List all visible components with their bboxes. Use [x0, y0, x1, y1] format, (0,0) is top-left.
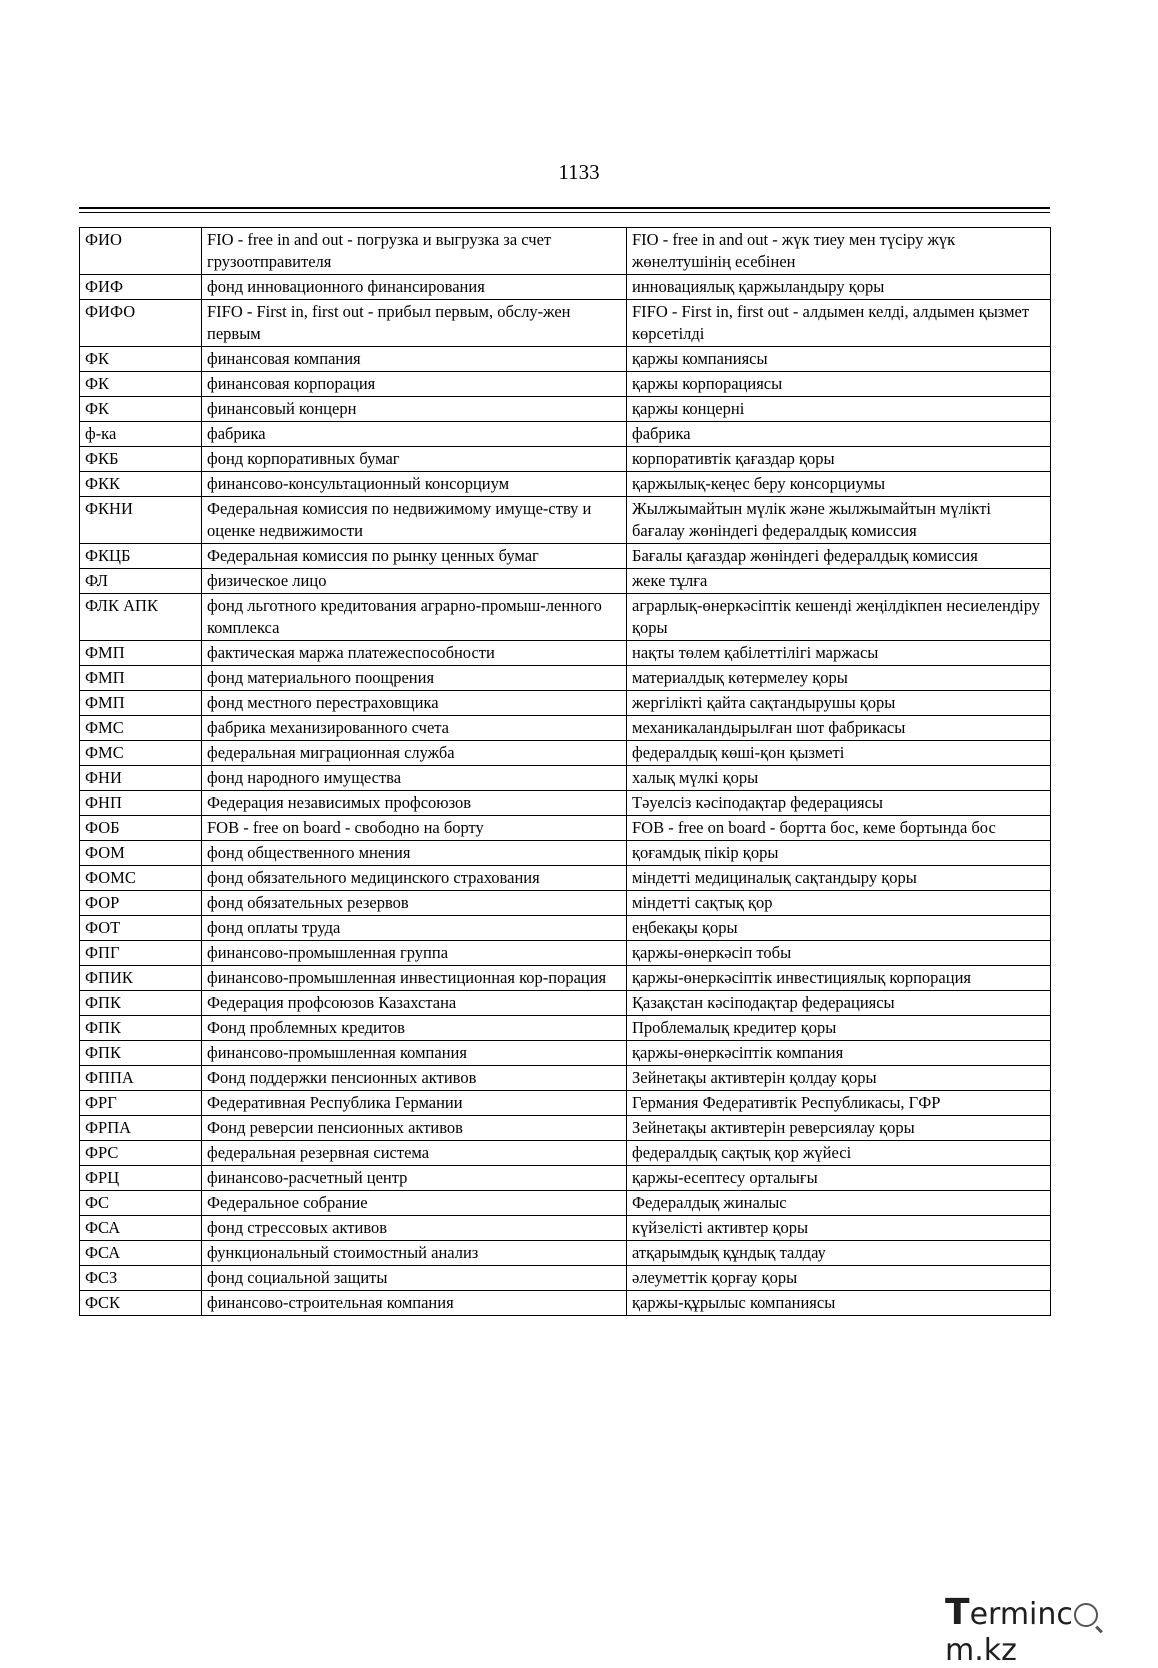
russian-cell: фонд льготного кредитования аграрно-промыш-ленного комплекса: [202, 594, 627, 641]
table-row: [80, 666, 1051, 691]
abbr-cell: ф-ка: [80, 422, 202, 447]
abbr-cell: ФОР: [80, 891, 202, 916]
abbr-cell: ФКК: [80, 472, 202, 497]
kazakh-cell: қаржы компаниясы: [627, 347, 1051, 372]
abbr-cell: ФОБ: [80, 816, 202, 841]
abbr-cell: ФПК: [80, 1041, 202, 1066]
russian-cell: финансово-промышленная группа: [202, 941, 627, 966]
table-row: [80, 347, 1051, 372]
russian-cell: фабрика: [202, 422, 627, 447]
table-row: [80, 1191, 1051, 1216]
termincom-logo: [945, 1592, 1145, 1668]
russian-cell: финансово-промышленная компания: [202, 1041, 627, 1066]
abbr-cell: ФС: [80, 1191, 202, 1216]
abbr-cell: ФМП: [80, 641, 202, 666]
table-row: [80, 447, 1051, 472]
header-rule-thin: [79, 212, 1050, 213]
abbr-cell: ФЛ: [80, 569, 202, 594]
kazakh-cell: Зейнетақы активтерін реверсиялау қоры: [627, 1116, 1051, 1141]
table-row: [80, 816, 1051, 841]
kazakh-cell: Қазақстан кәсіподақтар федерациясы: [627, 991, 1051, 1016]
abbr-cell: ФОМС: [80, 866, 202, 891]
abbr-cell: ФКЦБ: [80, 544, 202, 569]
russian-cell: финансовая корпорация: [202, 372, 627, 397]
table-row: [80, 228, 1051, 275]
russian-cell: FIO - free in and out - погрузка и выгрузка за счет грузоотправителя: [202, 228, 627, 275]
kazakh-cell: федералдық сақтық қор жүйесі: [627, 1141, 1051, 1166]
kazakh-cell: қаржылық-кеңес беру консорциумы: [627, 472, 1051, 497]
magnifier-icon: [1074, 1603, 1098, 1627]
kazakh-cell: аграрлық-өнеркәсіптік кешенді жеңілдікпен несиелендіру қоры: [627, 594, 1051, 641]
russian-cell: Федеральное собрание: [202, 1191, 627, 1216]
abbr-cell: ФРГ: [80, 1091, 202, 1116]
abbr-cell: ФМС: [80, 741, 202, 766]
kazakh-cell: Германия Федеративтік Республикасы, ГФР: [627, 1091, 1051, 1116]
table-row: [80, 1291, 1051, 1316]
kazakh-cell: Проблемалық кредитер қоры: [627, 1016, 1051, 1041]
abbr-cell: ФСК: [80, 1291, 202, 1316]
kazakh-cell: міндетті сақтық қор: [627, 891, 1051, 916]
abbr-cell: ФПГ: [80, 941, 202, 966]
russian-cell: финансовый концерн: [202, 397, 627, 422]
kazakh-cell: Бағалы қағаздар жөніндегі федералдық комиссия: [627, 544, 1051, 569]
table-row: [80, 1091, 1051, 1116]
russian-cell: Федеративная Республика Германии: [202, 1091, 627, 1116]
table-row: [80, 841, 1051, 866]
table-row: [80, 372, 1051, 397]
kazakh-cell: жеке тұлға: [627, 569, 1051, 594]
russian-cell: фонд социальной защиты: [202, 1266, 627, 1291]
abbr-cell: ФИО: [80, 228, 202, 275]
table-row: [80, 891, 1051, 916]
abbr-cell: ФКБ: [80, 447, 202, 472]
russian-cell: фактическая маржа платежеспособности: [202, 641, 627, 666]
abbr-cell: ФИФ: [80, 275, 202, 300]
kazakh-cell: FIO - free in and out - жүк тиеу мен түсіру жүк жөнелтушінің есебінен: [627, 228, 1051, 275]
kazakh-cell: корпоративтiк қағаздар қоры: [627, 447, 1051, 472]
abbr-cell: ФК: [80, 347, 202, 372]
russian-cell: фонд оплаты труда: [202, 916, 627, 941]
page-number: 1133: [558, 160, 600, 184]
table-row: [80, 1141, 1051, 1166]
table-row: [80, 594, 1051, 641]
russian-cell: фонд обязательного медицинского страхования: [202, 866, 627, 891]
abbr-cell: ФК: [80, 372, 202, 397]
table-row: [80, 1216, 1051, 1241]
kazakh-cell: материалдық көтермелеу қоры: [627, 666, 1051, 691]
russian-cell: фонд местного перестраховщика: [202, 691, 627, 716]
russian-cell: финансовая компания: [202, 347, 627, 372]
table-row: [80, 544, 1051, 569]
kazakh-cell: фабрика: [627, 422, 1051, 447]
table-row: [80, 766, 1051, 791]
table-row: [80, 472, 1051, 497]
abbr-cell: ФППА: [80, 1066, 202, 1091]
russian-cell: Федерация независимых профсоюзов: [202, 791, 627, 816]
russian-cell: финансово-консультационный консорциум: [202, 472, 627, 497]
table-row: [80, 916, 1051, 941]
abbr-cell: ФНИ: [80, 766, 202, 791]
logo-letter-t: T: [945, 1592, 970, 1633]
russian-cell: фонд материального поощрения: [202, 666, 627, 691]
abbr-cell: ФПК: [80, 991, 202, 1016]
kazakh-cell: халық мүлкі қоры: [627, 766, 1051, 791]
abbr-cell: ФСА: [80, 1241, 202, 1266]
table-row: [80, 1016, 1051, 1041]
abbr-cell: ФСА: [80, 1216, 202, 1241]
kazakh-cell: Зейнетақы активтерін қолдау қоры: [627, 1066, 1051, 1091]
table-row: [80, 497, 1051, 544]
abbr-cell: ФРЦ: [80, 1166, 202, 1191]
kazakh-cell: қоғамдық пікір қоры: [627, 841, 1051, 866]
kazakh-cell: атқарымдық құндық талдау: [627, 1241, 1051, 1266]
kazakh-cell: күйзелісті активтер қоры: [627, 1216, 1051, 1241]
abbr-cell: ФРС: [80, 1141, 202, 1166]
table-row: [80, 300, 1051, 347]
kazakh-cell: қаржы-өнеркәсіптік инвестициялық корпорация: [627, 966, 1051, 991]
russian-cell: фонд корпоративных бумаг: [202, 447, 627, 472]
table-row: [80, 1266, 1051, 1291]
kazakh-cell: қаржы-есептесу орталығы: [627, 1166, 1051, 1191]
abbr-cell: ФК: [80, 397, 202, 422]
kazakh-cell: еңбекақы қоры: [627, 916, 1051, 941]
kazakh-cell: қаржы-құрылыс компаниясы: [627, 1291, 1051, 1316]
russian-cell: фонд общественного мнения: [202, 841, 627, 866]
russian-cell: фонд обязательных резервов: [202, 891, 627, 916]
kazakh-cell: жергілікті қайта сақтандырушы қоры: [627, 691, 1051, 716]
russian-cell: функциональный стоимостный анализ: [202, 1241, 627, 1266]
kazakh-cell: қаржы корпорациясы: [627, 372, 1051, 397]
kazakh-cell: инновациялық қаржыландыру қоры: [627, 275, 1051, 300]
table-row: [80, 791, 1051, 816]
kazakh-cell: қаржы-өнеркәсіптік компания: [627, 1041, 1051, 1066]
kazakh-cell: федералдық көші-қон қызметі: [627, 741, 1051, 766]
table-row: [80, 397, 1051, 422]
russian-cell: финансово-промышленная инвестиционная кор-порация: [202, 966, 627, 991]
table-row: [80, 866, 1051, 891]
russian-cell: фонд инновационного финансирования: [202, 275, 627, 300]
abbr-cell: ФНП: [80, 791, 202, 816]
abbr-cell: ФМП: [80, 691, 202, 716]
russian-cell: Федеральная комиссия по недвижимому имуще-ству и оценке недвижимости: [202, 497, 627, 544]
russian-cell: финансово-строительная компания: [202, 1291, 627, 1316]
abbr-cell: ФОТ: [80, 916, 202, 941]
abbr-cell: ФЛК АПК: [80, 594, 202, 641]
table-row: [80, 716, 1051, 741]
russian-cell: Федерация профсоюзов Казахстана: [202, 991, 627, 1016]
kazakh-cell: қаржы концернi: [627, 397, 1051, 422]
kazakh-cell: механикаландырылған шот фабрикасы: [627, 716, 1051, 741]
russian-cell: FOB - free on board - свободно на борту: [202, 816, 627, 841]
russian-cell: FIFO - First in, first out - прибыл первым, обслу-жен первым: [202, 300, 627, 347]
kazakh-cell: Федералдық жиналыс: [627, 1191, 1051, 1216]
abbr-cell: ФПИК: [80, 966, 202, 991]
logo-domain-part: m.kz: [945, 1633, 1017, 1668]
russian-cell: Фонд поддержки пенсионных активов: [202, 1066, 627, 1091]
abbreviation-table: [79, 227, 1051, 1316]
table-row: [80, 1166, 1051, 1191]
kazakh-cell: FIFO - First in, first out - алдымен келді, алдымен қызмет көрсетілді: [627, 300, 1051, 347]
russian-cell: фабрика механизированного счета: [202, 716, 627, 741]
header-rule-thick: [79, 207, 1050, 209]
russian-cell: фонд стрессовых активов: [202, 1216, 627, 1241]
russian-cell: Фонд реверсии пенсионных активов: [202, 1116, 627, 1141]
kazakh-cell: Тәуелсіз кәсіподақтар федерациясы: [627, 791, 1051, 816]
kazakh-cell: нақты төлем қабілеттілігі маржасы: [627, 641, 1051, 666]
abbr-cell: ФСЗ: [80, 1266, 202, 1291]
table-row: [80, 1041, 1051, 1066]
abbr-cell: ФМП: [80, 666, 202, 691]
abbr-cell: ФПК: [80, 1016, 202, 1041]
abbr-cell: ФОМ: [80, 841, 202, 866]
russian-cell: федеральная миграционная служба: [202, 741, 627, 766]
abbr-cell: ФРПА: [80, 1116, 202, 1141]
table-row: [80, 691, 1051, 716]
kazakh-cell: FOB - free on board - бортта бос, кеме бортында бос: [627, 816, 1051, 841]
abbr-cell: ФКНИ: [80, 497, 202, 544]
kazakh-cell: әлеуметтік қорғау қоры: [627, 1266, 1051, 1291]
russian-cell: фонд народного имущества: [202, 766, 627, 791]
russian-cell: Федеральная комиссия по рынку ценных бумаг: [202, 544, 627, 569]
table-row: [80, 1241, 1051, 1266]
table-row: [80, 641, 1051, 666]
table-row: [80, 1066, 1051, 1091]
russian-cell: физическое лицо: [202, 569, 627, 594]
abbr-cell: ФИФО: [80, 300, 202, 347]
russian-cell: финансово-расчетный центр: [202, 1166, 627, 1191]
kazakh-cell: қаржы-өнеркәсіп тобы: [627, 941, 1051, 966]
abbr-cell: ФМС: [80, 716, 202, 741]
abbreviation-table-body: [80, 228, 1051, 1316]
kazakh-cell: Жылжымайтын мүлік және жылжымайтын мүлікті бағалау жөніндегі федералдық комиссия: [627, 497, 1051, 544]
table-row: [80, 275, 1051, 300]
table-row: [80, 941, 1051, 966]
kazakh-cell: міндетті медициналық сақтандыру қоры: [627, 866, 1051, 891]
russian-cell: Фонд проблемных кредитов: [202, 1016, 627, 1041]
table-row: [80, 569, 1051, 594]
table-row: [80, 966, 1051, 991]
russian-cell: федеральная резервная система: [202, 1141, 627, 1166]
table-row: [80, 991, 1051, 1016]
table-row: [80, 1116, 1051, 1141]
table-row: [80, 422, 1051, 447]
logo-text-part: erminc: [969, 1597, 1073, 1632]
table-row: [80, 741, 1051, 766]
